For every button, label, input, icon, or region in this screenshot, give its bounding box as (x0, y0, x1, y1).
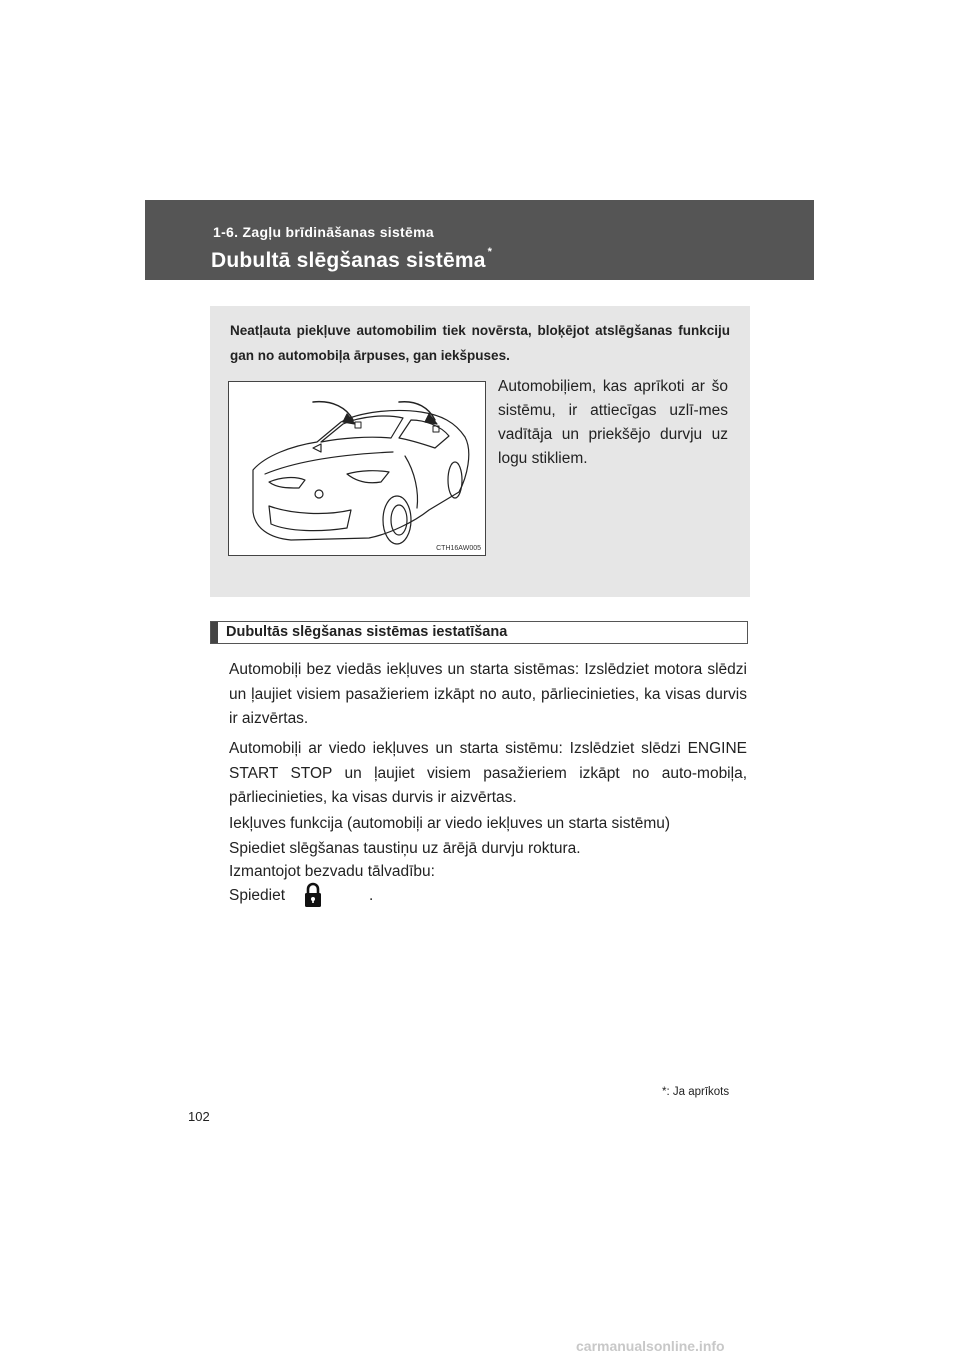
figure-code: CTH16AW005 (436, 545, 481, 552)
section-heading-bar (211, 622, 218, 643)
footnote-asterisk: * (662, 1086, 667, 1098)
intro-text: Neatļauta piekļuve automobilim tiek novērsta, bloķējot atslēgšanas funkciju gan no automobiļa ārpuses, gan iekšpuses. (230, 323, 730, 363)
equipment-asterisk: * (487, 246, 493, 258)
paragraph-without-smart-entry: Automobiļi bez viedās iekļuves un starta sistēmas: Izslēdziet motora slēdzi un ļaujiet visiem pasažieriem izkāpt no auto, pārliecinieties, ka visas durvis ir aizvērtas. (229, 661, 747, 727)
footnote (662, 1086, 729, 1098)
paragraph-with-smart-entry: Automobiļi ar viedo iekļuves un starta sistēmu: Izslēdziet slēdzi ENGINE START STOP un ļaujiet visiem pasažieriem izkāpt no auto-mobiļa, pārliecinieties, ka visas durvis ir aizvērtas. (229, 740, 747, 806)
figure-note: Automobiļiem, kas aprīkoti ar šo sistēmu, ir attiecīgas uzlī-mes vadītāja un priekšējo durvju uz logu stikliem. (498, 378, 728, 467)
press-label: Spiediet (229, 887, 286, 904)
section-heading (210, 621, 748, 644)
page-number: 102 (188, 1109, 210, 1124)
section-heading-text: Dubultās slēgšanas sistēmas iestatīšana (226, 624, 508, 640)
door-handle-line: Spiediet slēgšanas taustiņu uz ārējā durvju roktura. (229, 840, 581, 857)
press-period: . (369, 887, 374, 904)
page-heading-text: Dubultā slēgšanas sistēma (211, 249, 486, 272)
padlock-icon (302, 881, 324, 909)
car-drawing (229, 382, 485, 555)
intro-box (210, 306, 750, 597)
watermark: carmanualsonline.info (576, 1338, 725, 1354)
entry-function-line: Iekļuves funkcija (automobiļi ar viedo iekļuves un starta sistēmu) (229, 815, 671, 832)
page-heading (211, 246, 493, 273)
section-label: 1-6. Zagļu brīdināšanas sistēma (213, 224, 434, 240)
remote-line: Izmantojot bezvadu tālvadību: (229, 863, 435, 880)
footnote-text: : Ja aprīkots (666, 1086, 730, 1098)
car-illustration (228, 381, 486, 556)
